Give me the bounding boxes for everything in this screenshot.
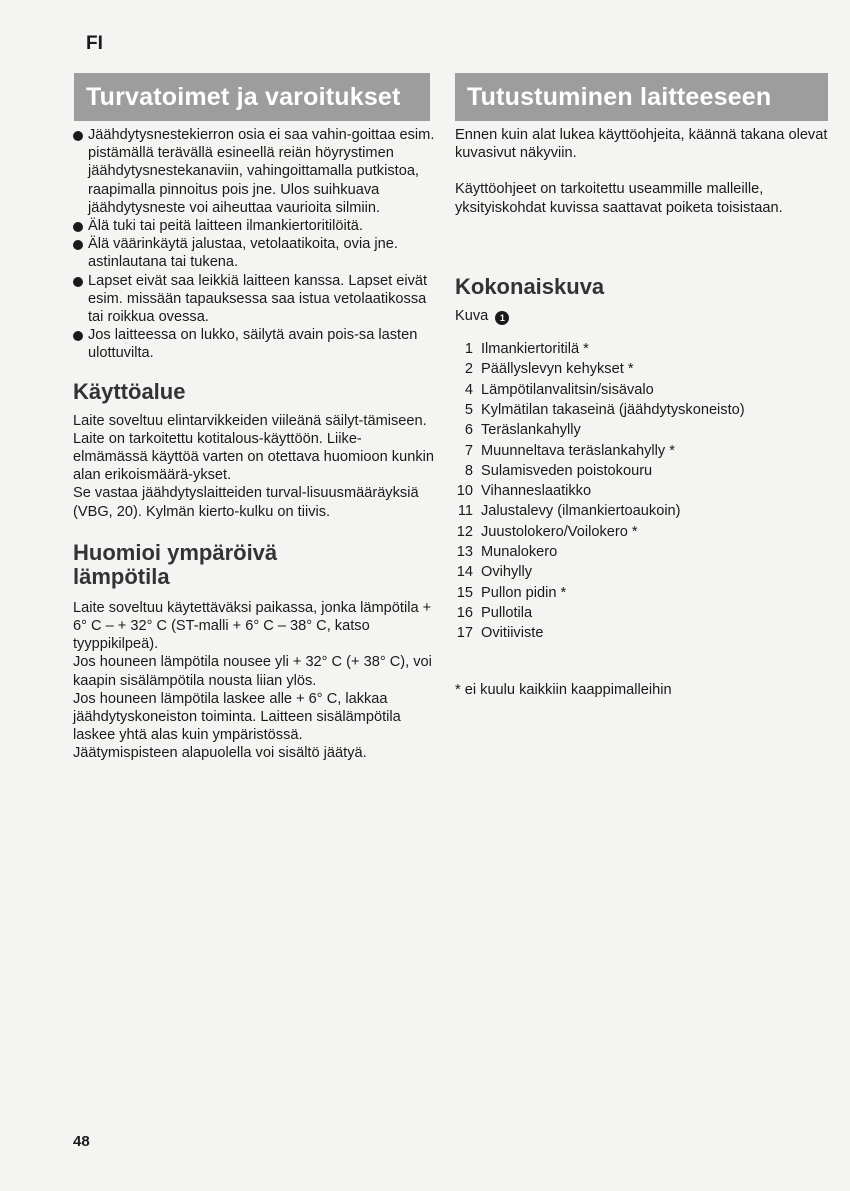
section-banner-getting-to-know: Tutustuminen laitteeseen bbox=[455, 73, 828, 121]
part-number: 17 bbox=[456, 625, 473, 642]
part-label: Vihanneslaatikko bbox=[481, 483, 592, 500]
right-column bbox=[455, 126, 830, 700]
safety-item bbox=[73, 272, 435, 327]
footnote: * ei kuulu kaikkiin kaappimalleihin bbox=[455, 682, 672, 699]
part-label: Pullotila bbox=[481, 604, 533, 621]
part-label: Lämpötilanvalitsin/sisävalo bbox=[481, 381, 654, 398]
figure-number-icon: 1 bbox=[495, 311, 509, 325]
part-number: 5 bbox=[464, 401, 473, 418]
list-item bbox=[455, 461, 830, 481]
heading-line: lämpötila bbox=[73, 563, 170, 589]
bullet-icon bbox=[73, 277, 83, 287]
safety-item bbox=[73, 235, 435, 271]
kayttoalue-paragraph: Se vastaa jäähdytyslaitteiden turval-lisuusmääräyksiä (VBG, 20). Kylmän kierto-kulku on tiivis. bbox=[73, 485, 419, 520]
part-number: 6 bbox=[464, 422, 473, 439]
kayttoalue-paragraph: Laite soveltuu elintarvikkeiden viileänä säilyt-tämiseen. Laite on tarkoitettu kotitalous-käyttöön. Liike-elmämässä käyttöä varten on otettava huomioon kunkin alan erikoismäärä-ykset. bbox=[73, 412, 434, 484]
bullet-icon bbox=[73, 331, 83, 341]
list-item bbox=[455, 339, 830, 359]
list-item bbox=[455, 603, 830, 623]
bullet-icon bbox=[73, 222, 83, 232]
part-label: Munalokero bbox=[481, 543, 558, 560]
bullet-icon bbox=[73, 131, 83, 141]
part-number: 13 bbox=[456, 543, 473, 560]
part-label: Teräslankahylly bbox=[481, 422, 581, 439]
list-item bbox=[455, 420, 830, 440]
safety-item bbox=[73, 126, 435, 217]
temperature-paragraph: Jos houneen lämpötila laskee alle + 6° C, lakkaa jäähdytyskoneiston toiminta. Laitteen sisälämpötila laskee yhtä alas kuin ympäristössä. bbox=[73, 690, 401, 744]
part-number: 12 bbox=[456, 523, 473, 540]
page-number: 48 bbox=[73, 1133, 90, 1150]
safety-list bbox=[73, 126, 435, 363]
part-number: 8 bbox=[464, 462, 473, 479]
figure-label: Kuva bbox=[455, 307, 489, 324]
intro-paragraph: Käyttöohjeet on tarkoitettu useammille malleille, yksityiskohdat kuvissa saattavat poiketa toisistaan. bbox=[455, 181, 783, 216]
part-label: Kylmätilan takaseinä (jäähdytyskoneisto) bbox=[481, 401, 745, 418]
figure-reference bbox=[455, 307, 830, 325]
safety-item-text: Älä väärinkäytä jalustaa, vetolaatikoita, ovia jne. astinlautana tai tukena. bbox=[88, 236, 398, 271]
list-item bbox=[455, 481, 830, 501]
part-number: 4 bbox=[464, 381, 473, 398]
list-item bbox=[455, 380, 830, 400]
part-label: Jalustalevy (ilmankiertoaukoin) bbox=[481, 503, 681, 520]
intro-paragraph: Ennen kuin alat lukea käyttöohjeita, käännä takana olevat kuvasivut näkyviin. bbox=[455, 127, 828, 162]
list-item bbox=[455, 522, 830, 542]
safety-item-text: Jäähdytysnestekierron osia ei saa vahin-goittaa esim. pistämällä terävällä esineellä reiän höyrystimen jäähdytysnestekanaviin, vahingoittamalla putkistoa, raapimalla pinnoitus pois jne. Ulos suihkuava jäähdytysneste voi aiheuttaa vaurioita silmiin. bbox=[88, 127, 435, 216]
heading-kayttoalue: Käyttöalue bbox=[73, 378, 186, 404]
temperature-paragraph: Jos houneen lämpötila nousee yli + 32° C (+ 38° C), voi kaapin sisälämpötila nousta liian ylös. bbox=[73, 654, 432, 689]
part-number: 2 bbox=[464, 361, 473, 378]
safety-item-text: Jos laitteessa on lukko, säilytä avain pois-sa lasten ulottuvilta. bbox=[88, 327, 418, 362]
part-number: 15 bbox=[456, 584, 473, 601]
safety-item-text: Lapset eivät saa leikkiä laitteen kanssa. Lapset eivät esim. missään tapauksessa saa istua vetolaatikossa tai roikkua ovessa. bbox=[88, 272, 428, 326]
temperature-paragraph: Jäätymispisteen alapuolella voi sisältö jäätyä. bbox=[73, 745, 367, 762]
safety-item bbox=[73, 217, 435, 235]
list-item bbox=[455, 441, 830, 461]
safety-item-text: Älä tuki tai peitä laitteen ilmankiertoritilöitä. bbox=[88, 218, 363, 235]
bullet-icon bbox=[73, 240, 83, 250]
part-number: 1 bbox=[464, 341, 473, 358]
part-label: Ovihylly bbox=[481, 564, 533, 581]
temperature-paragraph: Laite soveltuu käytettäväksi paikassa, jonka lämpötila + 6° C – + 32° C (ST-malli + 6° C – 38° C, katso tyyppikilpeä). bbox=[73, 599, 432, 653]
list-item bbox=[455, 501, 830, 521]
language-code: FI bbox=[86, 33, 103, 54]
heading-kokonaiskuva: Kokonaiskuva bbox=[455, 273, 605, 299]
part-number: 7 bbox=[464, 442, 473, 459]
list-item bbox=[455, 583, 830, 603]
list-item bbox=[455, 623, 830, 643]
part-label: Sulamisveden poistokouru bbox=[481, 462, 653, 479]
part-number: 10 bbox=[456, 483, 473, 500]
list-item bbox=[455, 542, 830, 562]
section-banner-safety: Turvatoimet ja varoitukset bbox=[74, 73, 430, 121]
part-label: Ilmankiertoritilä * bbox=[481, 341, 589, 358]
left-column bbox=[73, 126, 435, 763]
part-label: Ovitiiviste bbox=[481, 625, 544, 642]
heading-line: Huomioi ympäröivä bbox=[73, 539, 278, 565]
part-number: 16 bbox=[456, 604, 473, 621]
part-label: Pullon pidin * bbox=[481, 584, 567, 601]
heading-huomioi bbox=[73, 541, 435, 589]
list-item bbox=[455, 359, 830, 379]
parts-list bbox=[455, 339, 830, 643]
part-label: Muunneltava teräslankahylly * bbox=[481, 442, 675, 459]
part-label: Päällyslevyn kehykset * bbox=[481, 361, 634, 378]
safety-item bbox=[73, 326, 435, 362]
part-number: 11 bbox=[457, 503, 473, 520]
part-number: 14 bbox=[456, 564, 473, 581]
list-item bbox=[455, 400, 830, 420]
list-item bbox=[455, 562, 830, 582]
part-label: Juustolokero/Voilokero * bbox=[481, 523, 638, 540]
